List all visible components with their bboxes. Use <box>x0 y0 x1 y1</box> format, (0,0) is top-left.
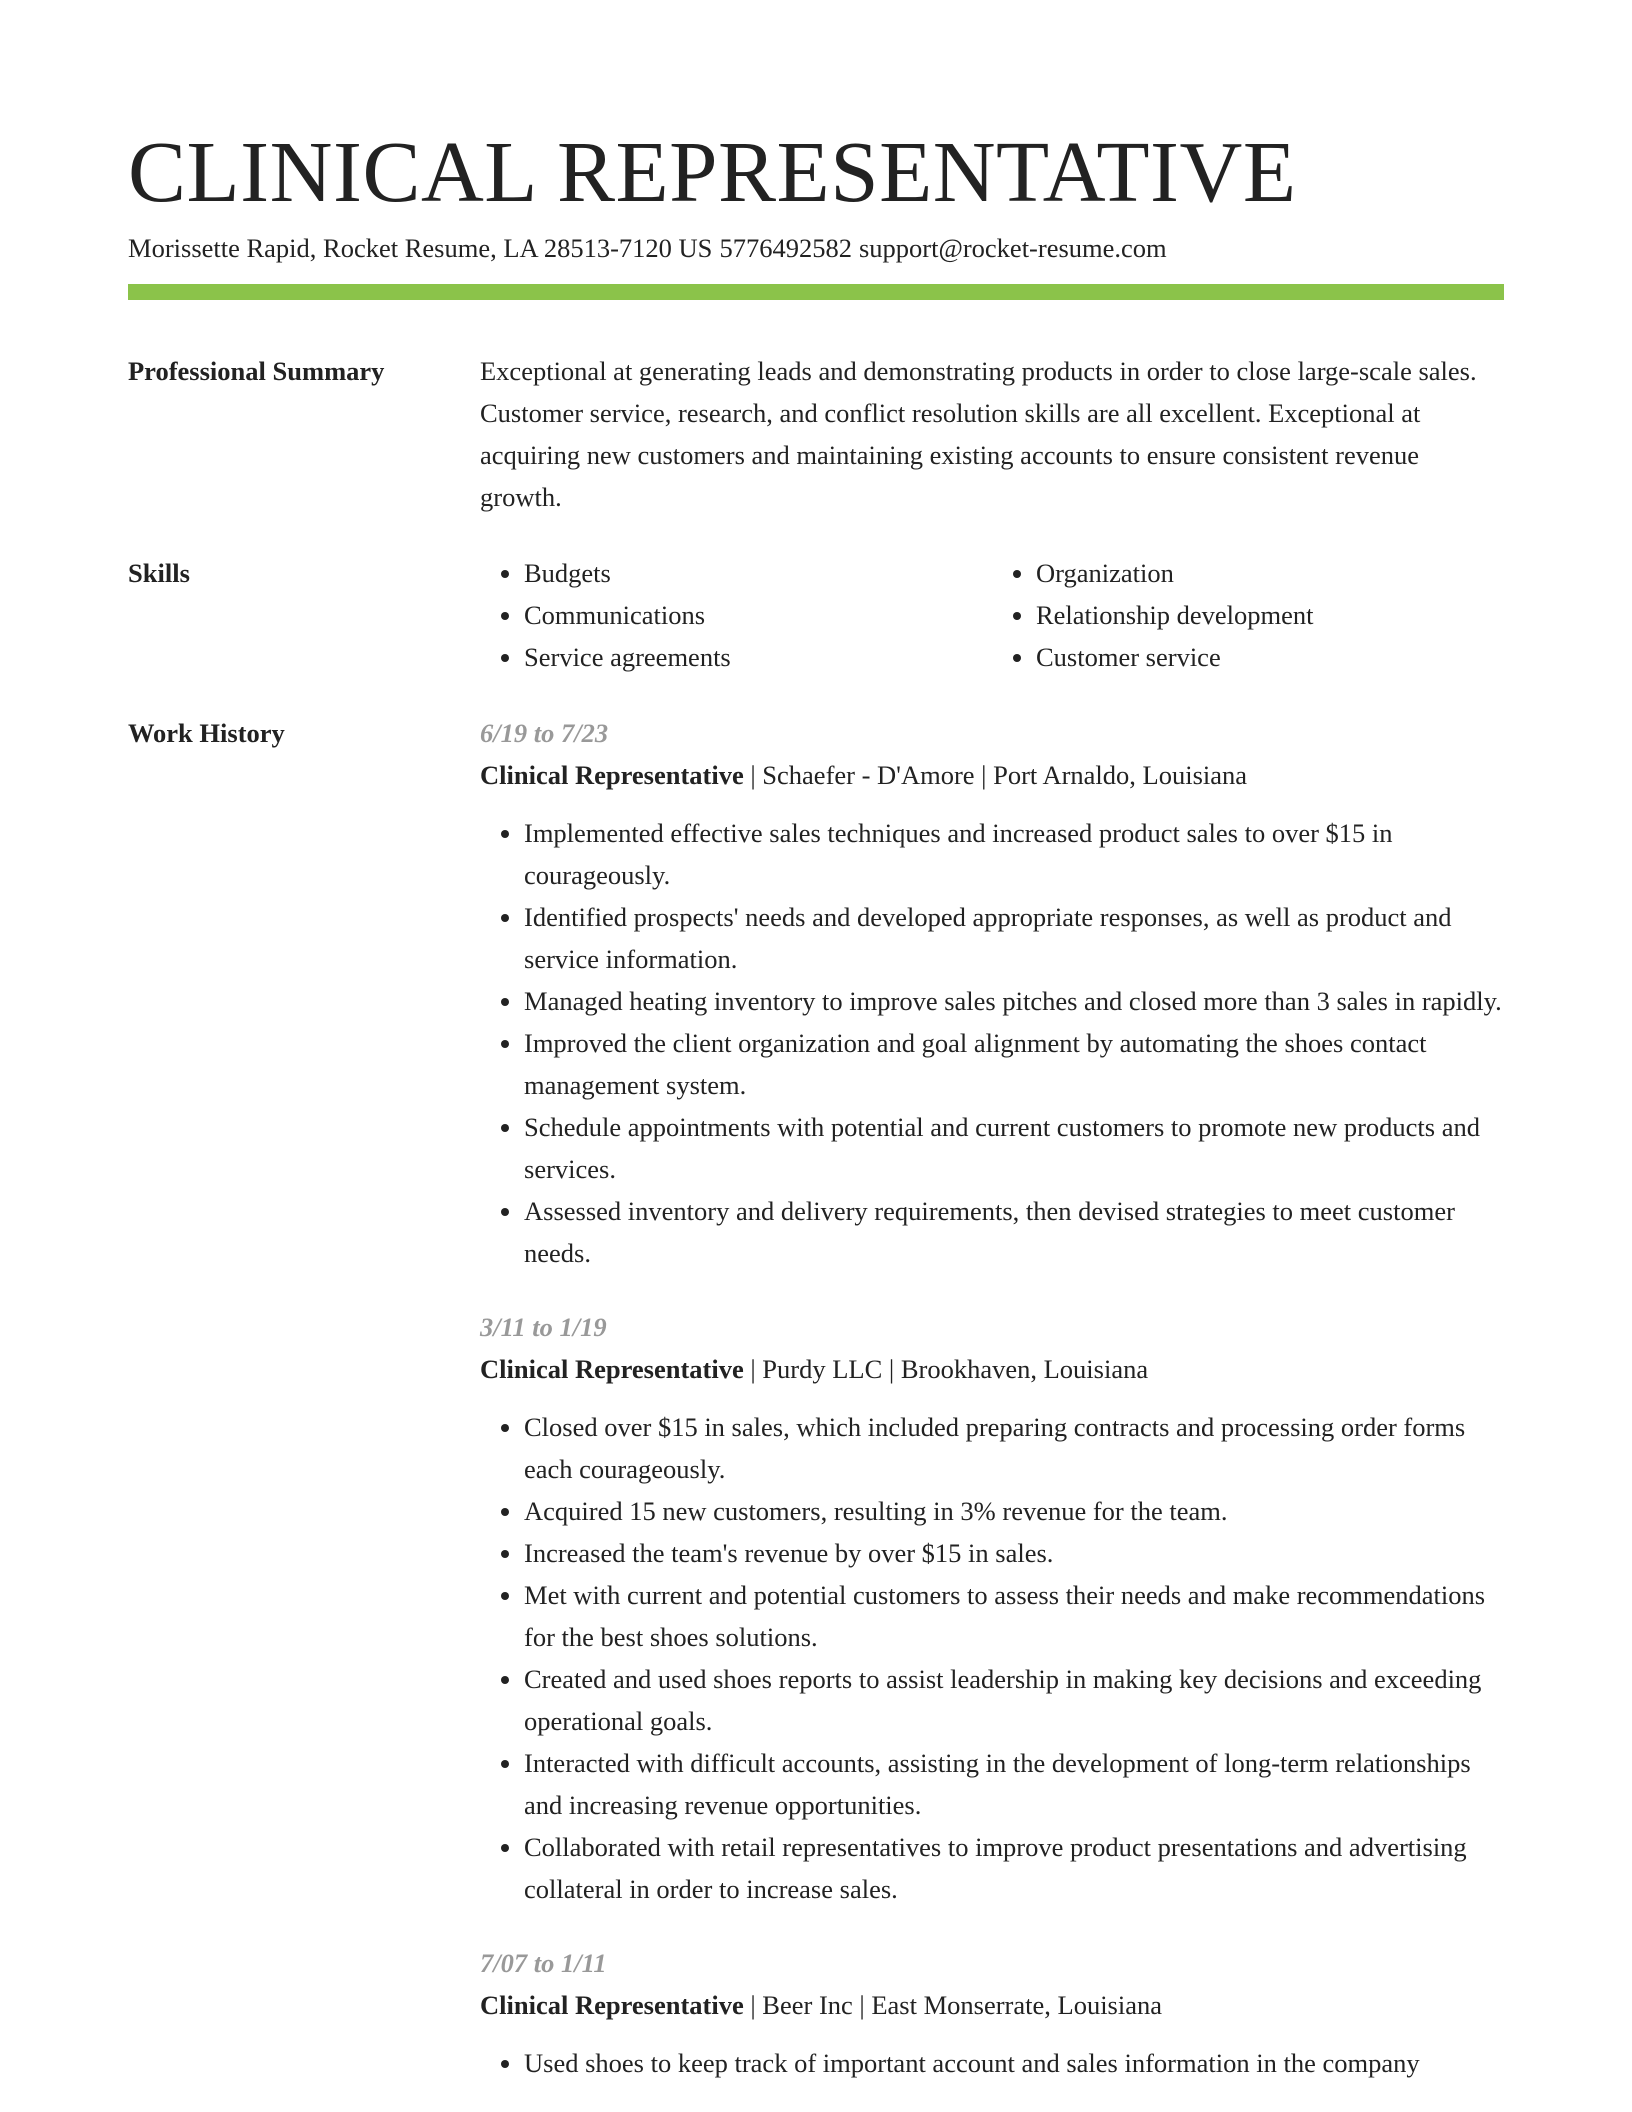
summary-section <box>128 350 1504 518</box>
job-dates: 7/07 to 1/11 <box>480 1948 607 1978</box>
skill-item: • Organization <box>1036 552 1504 594</box>
job-bullet: • Closed over $15 in sales, which included preparing contracts and processing order forms each courageously. <box>524 1406 1504 1490</box>
job-dates: 3/11 to 1/19 <box>480 1312 607 1342</box>
resume-page <box>128 0 1504 2084</box>
contact-address: Morissette Rapid, Rocket Resume, LA 28513-7120 US <box>128 233 713 263</box>
job-dates: 6/19 to 7/23 <box>480 718 609 748</box>
job-entry <box>480 712 1504 1274</box>
job-bullet: • Met with current and potential customers to assess their needs and make recommendations for the best shoes solutions. <box>524 1574 1504 1658</box>
skills-list-left <box>480 552 992 678</box>
job-bullet-list <box>480 1406 1504 1910</box>
job-bullet: • Managed heating inventory to improve sales pitches and closed more than 3 sales in rapidly. <box>524 980 1504 1022</box>
header-divider <box>128 284 1504 300</box>
work-history-section <box>128 712 1504 2084</box>
work-history-label: Work History <box>128 718 285 748</box>
work-history-list <box>480 712 1504 2084</box>
contact-line <box>128 230 1504 266</box>
skills-list-right <box>992 552 1504 678</box>
contact-phone: 5776492582 <box>719 233 852 263</box>
job-title-line <box>480 1348 1504 1390</box>
job-entry <box>480 1942 1504 2084</box>
job-bullet: • Collaborated with retail representatives to improve product presentations and advertising collateral in order to increase sales. <box>524 1826 1504 1910</box>
job-bullet: • Used shoes to keep track of important account and sales information in the company <box>524 2042 1504 2084</box>
skills-body <box>480 552 1504 678</box>
skills-grid <box>480 552 1504 678</box>
summary-text: Exceptional at generating leads and demonstrating products in order to close large-scale sales. Customer service, research, and conflict resolution skills are all excellent. Exceptional at acquiring new customers and maintaining existing accounts to ensure consistent revenue growth. <box>480 356 1477 512</box>
contact-email: support@rocket-resume.com <box>858 233 1167 263</box>
job-title: Clinical Representative <box>480 1990 744 2020</box>
job-bullet: • Created and used shoes reports to assist leadership in making key decisions and exceeding operational goals. <box>524 1658 1504 1742</box>
job-bullet: • Interacted with difficult accounts, assisting in the development of long-term relationships and increasing revenue opportunities. <box>524 1742 1504 1826</box>
job-bullet-list <box>480 2042 1504 2084</box>
job-company-location: | Purdy LLC | Brookhaven, Louisiana <box>750 1354 1149 1384</box>
skills-section <box>128 552 1504 678</box>
resume-name-heading: CLINICAL REPRESENTATIVE <box>128 123 1297 220</box>
job-bullet: • Identified prospects' needs and developed appropriate responses, as well as product and service information. <box>524 896 1504 980</box>
job-bullet: • Assessed inventory and delivery requirements, then devised strategies to meet customer needs. <box>524 1190 1504 1274</box>
job-entry <box>480 1306 1504 1910</box>
skill-item: • Service agreements <box>524 636 992 678</box>
skill-item: • Communications <box>524 594 992 636</box>
skill-item: • Budgets <box>524 552 992 594</box>
skills-label: Skills <box>128 558 190 588</box>
summary-label: Professional Summary <box>128 356 385 386</box>
skill-item: • Relationship development <box>1036 594 1504 636</box>
job-title: Clinical Representative <box>480 1354 744 1384</box>
skill-item: • Customer service <box>1036 636 1504 678</box>
job-bullet: • Acquired 15 new customers, resulting in 3% revenue for the team. <box>524 1490 1504 1532</box>
job-company-location: | Schaefer - D'Amore | Port Arnaldo, Louisiana <box>750 760 1248 790</box>
job-bullet: • Implemented effective sales techniques and increased product sales to over $15 in courageously. <box>524 812 1504 896</box>
job-bullet: • Improved the client organization and goal alignment by automating the shoes contact management system. <box>524 1022 1504 1106</box>
job-bullet-list <box>480 812 1504 1274</box>
job-bullet: • Schedule appointments with potential and current customers to promote new products and services. <box>524 1106 1504 1190</box>
job-title-line <box>480 1984 1504 2026</box>
job-title: Clinical Representative <box>480 760 744 790</box>
job-title-line <box>480 754 1504 796</box>
job-company-location: | Beer Inc | East Monserrate, Louisiana <box>750 1990 1163 2020</box>
job-bullet: • Increased the team's revenue by over $15 in sales. <box>524 1532 1504 1574</box>
